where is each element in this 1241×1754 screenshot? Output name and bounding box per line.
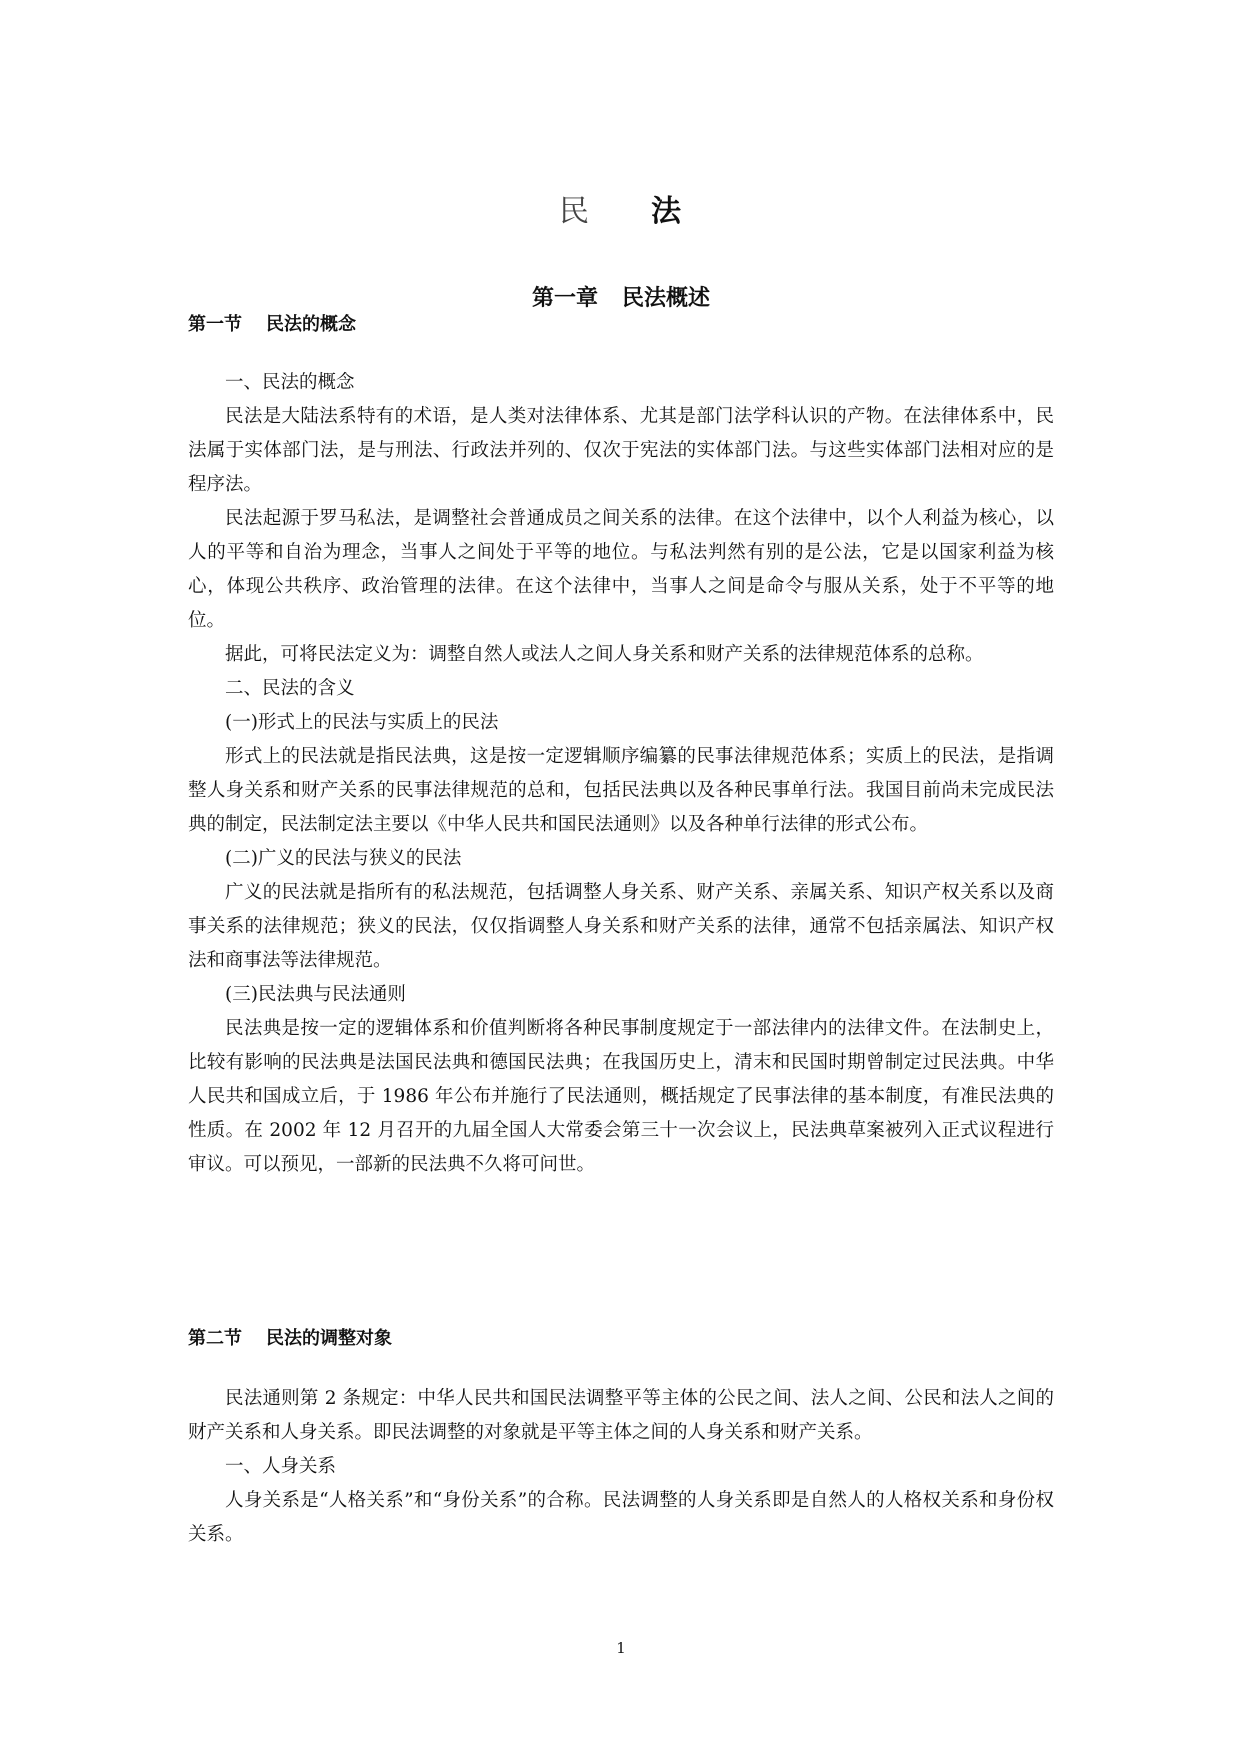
subheading-broad-narrow: (二)广义的民法与狭义的民法 xyxy=(225,848,462,869)
paragraph-origin: 民法起源于罗马私法，是调整社会普通成员之间关系的法律。在这个法律中，以个人利益为核心，以人的平等和自治为理念，当事人之间处于平等的地位。与私法判然有别的是公法，它是以国家利益为核心，体现公共秩序、政治管理的法律。在这个法律中，当事人之间是命令与服从关系，处于不平等的地位。 xyxy=(188,508,1054,631)
title-char-right: 法 xyxy=(651,194,683,229)
section-heading-2 xyxy=(188,1324,392,1354)
subheading-formal-substantive: (一)形式上的民法与实质上的民法 xyxy=(225,712,499,733)
paragraph-formal-substantive: 形式上的民法就是指民法典，这是按一定逻辑顺序编纂的民事法律规范体系；实质上的民法，是指调整人身关系和财产关系的民事法律规范的总和，包括民法典以及各种民事单行法。我国目前尚未完成民法典的制定，民法制定法主要以《中华人民共和国民法通则》以及各种单行法律的形式公布。 xyxy=(188,746,1054,835)
document-title xyxy=(188,192,1054,232)
section-2-number: 第二节 xyxy=(188,1328,242,1349)
title-char-left: 民 xyxy=(559,194,591,229)
section-1-body xyxy=(188,366,1054,1182)
section-heading-1 xyxy=(188,310,356,340)
subheading-code-general-principles: (三)民法典与民法通则 xyxy=(225,984,406,1005)
subheading-personal-relations: 一、人身关系 xyxy=(225,1456,337,1477)
chapter-number: 第一章 xyxy=(531,285,598,311)
paragraph-code-general-principles: 民法典是按一定的逻辑体系和价值判断将各种民事制度规定于一部法律内的法律文件。在法制史上，比较有影响的民法典是法国民法典和德国民法典；在我国历史上，清末和民国时期曾制定过民法典。中华人民共和国成立后，于 1986 年公布并施行了民法通则，概括规定了民事法律的基本制度，有准民法典的性质。在 2002 年 12 月召开的九届全国人大常委会第三十一次会议上，民法典草案被列入正式议程进行审议。可以预见，一部新的民法典不久将可问世。 xyxy=(188,1018,1054,1175)
section-2-name: 民法的调整对象 xyxy=(266,1328,392,1349)
paragraph-broad-narrow: 广义的民法就是指所有的私法规范，包括调整人身关系、财产关系、亲属关系、知识产权关系以及商事关系的法律规范；狭义的民法，仅仅指调整人身关系和财产关系的法律，通常不包括亲属法、知识产权法和商事法等法律规范。 xyxy=(188,882,1054,971)
section-1-number: 第一节 xyxy=(188,314,242,335)
section-2-body xyxy=(188,1382,1054,1552)
subheading-meaning: 二、民法的含义 xyxy=(225,678,355,699)
chapter-name: 民法概述 xyxy=(622,285,711,311)
paragraph-definition: 民法是大陆法系特有的术语，是人类对法律体系、尤其是部门法学科认识的产物。在法律体系中，民法属于实体部门法，是与刑法、行政法并列的、仅次于宪法的实体部门法。与这些实体部门法相对应的是程序法。 xyxy=(188,406,1054,495)
paragraph-personal-relations: 人身关系是“人格关系”和“身份关系”的合称。民法调整的人身关系即是自然人的人格权关系和身份权关系。 xyxy=(188,1490,1054,1545)
document-page xyxy=(188,0,1054,1754)
page-number: 1 xyxy=(616,1639,626,1657)
paragraph-adjustment-object: 民法通则第 2 条规定：中华人民共和国民法调整平等主体的公民之间、法人之间、公民和法人之间的财产关系和人身关系。即民法调整的对象就是平等主体之间的人身关系和财产关系。 xyxy=(188,1388,1054,1443)
section-1-name: 民法的概念 xyxy=(266,314,356,335)
paragraph-summary: 据此，可将民法定义为：调整自然人或法人之间人身关系和财产关系的法律规范体系的总称。 xyxy=(225,644,984,665)
subheading-concept: 一、民法的概念 xyxy=(225,372,355,393)
